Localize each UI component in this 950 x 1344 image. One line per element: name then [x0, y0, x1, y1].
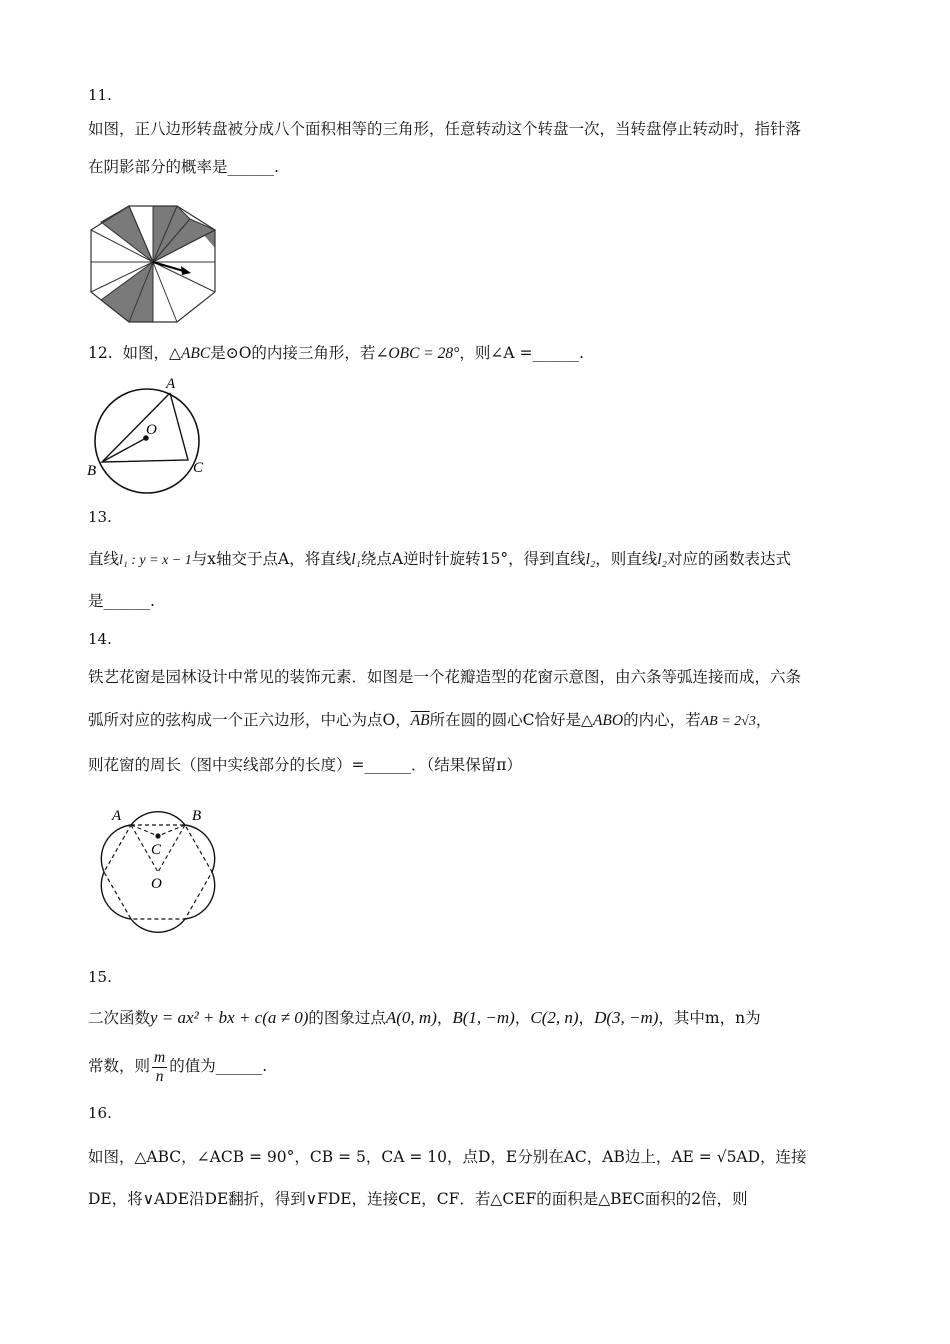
- q12-text: [88, 342, 584, 365]
- q12-label-A: A: [166, 376, 176, 392]
- q15-frac-den: n: [155, 1067, 164, 1085]
- q15-point-a: A(0, m): [385, 1008, 437, 1027]
- q14-arc-ab: $\overline{AB}$: [410, 712, 430, 729]
- q14-eq: AB = 2√3: [700, 714, 756, 729]
- q15-seg-e: 的值为______.: [169, 1057, 268, 1075]
- q13-line-l1: l₁ : y = x − 1: [119, 553, 192, 568]
- q13-number: 13.: [88, 508, 112, 526]
- octagon-spinner-figure: [85, 200, 221, 330]
- q16-text-line1: 如图，△ABC，∠ACB = 90°，CB = 5，CA = 10，点D，E分别在AC，AB边上，AE = √5AD，连接: [88, 1148, 807, 1166]
- q13-text-line2: 是______.: [88, 592, 155, 610]
- q13-seg-h: 对应的函数表达式: [667, 550, 792, 568]
- q14-flower-window-figure: [82, 792, 238, 952]
- q11-number: 11.: [88, 86, 112, 104]
- q15-point-d: D(3, −m): [594, 1008, 659, 1027]
- q15-function: y = ax² + bx + c(a ≠ 0): [150, 1008, 309, 1027]
- q12-label-O: O: [146, 422, 157, 438]
- q12-circle-figure: [84, 372, 214, 500]
- q13-seg-a: 直线: [88, 550, 120, 568]
- q16-number: 16.: [88, 1104, 112, 1122]
- q14-label-B: B: [192, 808, 202, 824]
- q14-text-line3: 则花窗的周长（图中实线部分的长度）=______．（结果保留π）: [88, 756, 522, 774]
- q11-text-line1: 如图，正八边形转盘被分成八个面积相等的三角形，任意转动这个转盘一次，当转盘停止转动时，指针落: [88, 120, 802, 138]
- q14-seg-b: 所在圆的圆心C恰好是: [429, 711, 582, 729]
- q13-seg-b: 与x轴交于点A，将直线: [191, 550, 352, 568]
- q14-label-C: C: [151, 842, 162, 858]
- q13-seg-d: 绕点A逆时针旋转15°，得到直线: [360, 550, 586, 568]
- q15-point-b: B(1, −m): [452, 1008, 515, 1027]
- q14-seg-a: 弧所对应的弦构成一个正六边形，中心为点O，: [88, 711, 411, 729]
- q13-seg-e: l₂: [585, 551, 596, 568]
- q14-label-O: O: [151, 876, 162, 892]
- spinner-sector-shaded-lowerleft: [101, 262, 153, 322]
- q14-triangle: △ABO: [581, 712, 624, 729]
- q15-point-c: C(2, n): [530, 1008, 579, 1027]
- q14-text-line1: 铁艺花窗是园林设计中常见的装饰元素．如图是一个花瓣造型的花窗示意图，由六条等弧连接而成，六条: [88, 668, 802, 686]
- q12-label-B: B: [87, 463, 97, 479]
- q15-seg-b: 的图象过点: [308, 1009, 386, 1027]
- q12-angle: ∠OBC = 28°: [375, 345, 460, 362]
- q15-fraction: [152, 1049, 167, 1086]
- q15-seg-c: ，其中m，n为: [658, 1009, 761, 1027]
- q15-text-line1: 二次函数y = ax² + bx + c(a ≠ 0)的图象过点A(0, m)，B(1, −m)，C(2, n)，D(3, −m)，其中m，n为: [88, 1008, 761, 1027]
- q12-label-C: C: [193, 460, 204, 476]
- q14-text-line2: [88, 709, 771, 733]
- q14-seg-d: ，: [755, 711, 772, 729]
- q14-seg-c: 的内心，若: [623, 711, 701, 729]
- q15-seg-a: 二次函数: [88, 1009, 151, 1027]
- q12-number: 12.: [88, 344, 113, 362]
- q14-number: 14.: [88, 630, 112, 648]
- q11-text-line2: 在阴影部分的概率是______.: [88, 158, 279, 176]
- q15-seg-d: 常数，则: [88, 1057, 151, 1075]
- q12-post: ，则∠A =______.: [459, 344, 584, 362]
- q12-triangle: △ABC: [169, 345, 211, 362]
- q12-mid: 是⊙O的内接三角形，若: [210, 344, 376, 362]
- q13-text-line1: [88, 548, 791, 572]
- q12-pre: 如图，: [122, 344, 170, 362]
- spinner-pointer-head: [181, 266, 191, 275]
- q15-number: 15.: [88, 968, 112, 986]
- q13-seg-c: l₁: [351, 551, 361, 568]
- q13-seg-f: ，则直线: [595, 550, 658, 568]
- q15-text-line2: [88, 1046, 267, 1086]
- q14-label-A: A: [112, 808, 122, 824]
- q15-frac-num: m: [154, 1048, 166, 1066]
- q16-text-line2: DE，将∨ADE沿DE翻折，得到∨FDE，连接CE，CF．若△CEF的面积是△BEC面积的2倍，则: [88, 1190, 748, 1208]
- q13-seg-g: l₂: [657, 551, 667, 568]
